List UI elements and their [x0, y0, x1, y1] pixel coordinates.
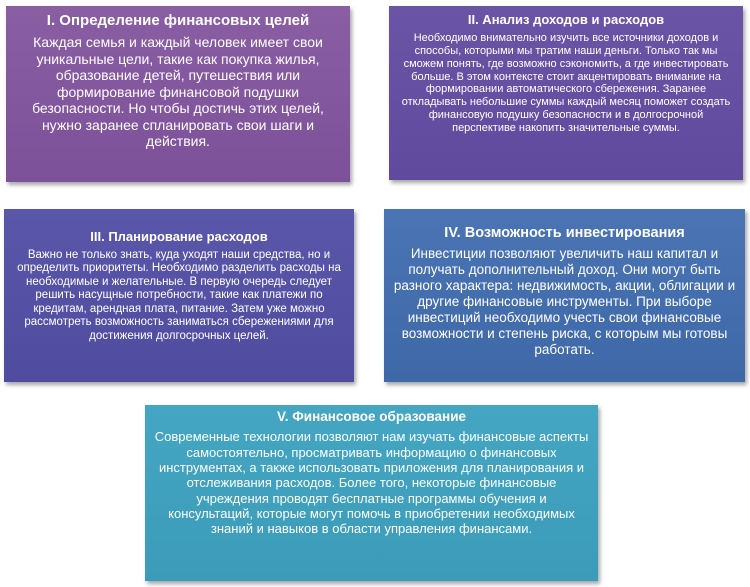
card-expense-planning-title: III. Планирование расходов — [90, 229, 268, 244]
card-financial-goals — [6, 6, 350, 182]
card-income-expense-analysis — [389, 6, 743, 180]
card-investment-opportunity — [384, 209, 745, 382]
card-financial-education-text: Современные технологии позволяют нам изучать финансовые аспекты самостоятельно, просматривать информацию о финансовых инструментах, а также использовать приложения для планирования и отслеживания расходов. Более того, некоторые финансовые учреждения проводят бесплатные программы обучения и консультаций, которые могут помочь в приобретении необходимых знаний и навыков в области управления финансами. — [154, 429, 589, 537]
card-investment-opportunity-text: Инвестиции позволяют увеличить наш капитал и получать дополнительный доход. Они могут быть разного характера: недвижимость, акции, облигации и другие финансовые инструменты. При выборе инвестиций необходимо учесть свои финансовые возможности и степень риска, с которым мы готовы работать. — [393, 246, 736, 357]
card-expense-planning-text: Важно не только знать, куда уходят наши средства, но и определить приоритеты. Необходимо разделить расходы на необходимые и желательные. В первую очередь следует решить насущные потребности, такие как платежи по кредитам, арендная плата, питание. Затем уже можно рассмотреть возможность заниматься сбережениями для достижения долгосрочных целей. — [17, 248, 341, 342]
card-financial-education-title: V. Финансовое образование — [277, 409, 466, 424]
card-financial-goals-title: I. Определение финансовых целей — [46, 12, 310, 29]
card-financial-education — [145, 405, 598, 581]
card-financial-goals-text: Каждая семья и каждый человек имеет свои уникальные цели, такие как покупка жилья, образование детей, путешествия или формирование финансовой подушки безопасности. Но чтобы достичь этих целей, нужно заранее спланировать свои шаги и действия. — [32, 34, 324, 150]
card-expense-planning — [4, 209, 354, 382]
card-income-expense-analysis-title: II. Анализ доходов и расходов — [467, 12, 665, 27]
card-investment-opportunity-title: IV. Возможность инвестирования — [444, 225, 685, 241]
card-income-expense-analysis-text: Необходимо внимательно изучить все источники доходов и способы, которыми мы тратим наши деньги. Только так мы сможем понять, где возможно сэкономить, а где инвестировать больше. В этом контексте стоит акцентировать внимание на формировании автоматического сбережения. Заранее откладывать небольшие суммы каждый месяц поможет создать финансовую подушку безопасности и в долгосрочной перспективе накопить значительные суммы. — [401, 31, 731, 135]
